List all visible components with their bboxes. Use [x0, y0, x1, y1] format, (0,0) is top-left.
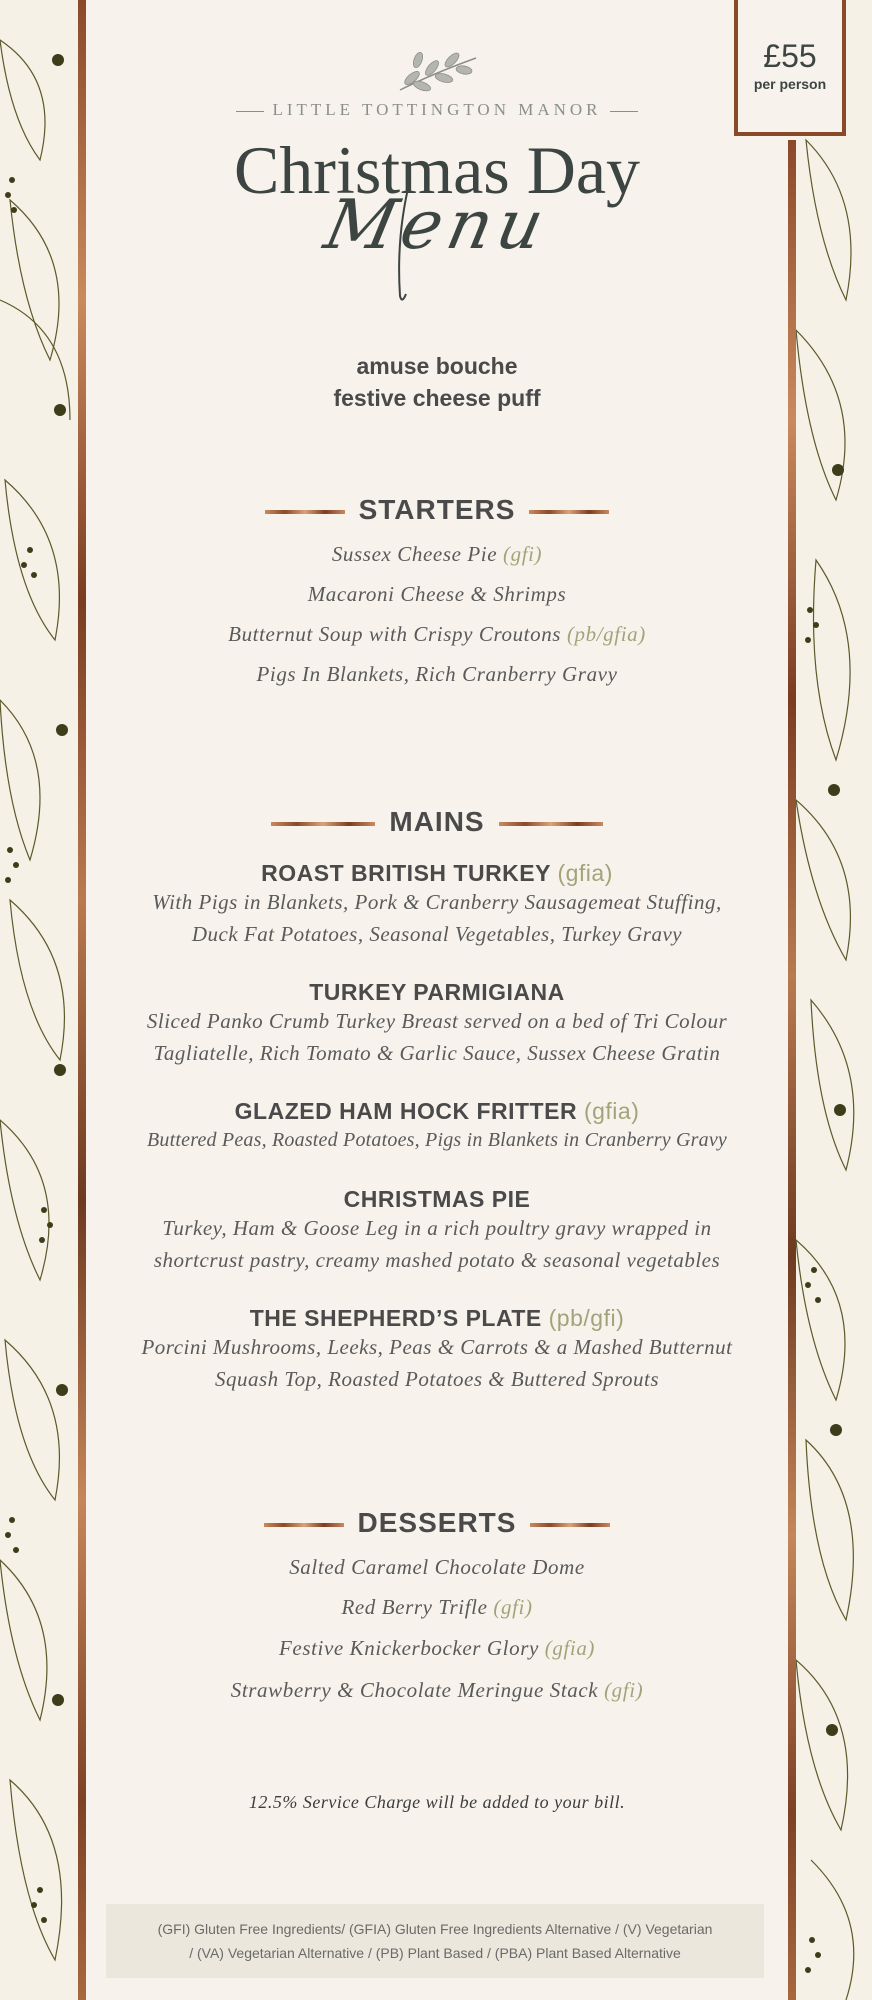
main-dish-desc: Turkey, Ham & Goose Leg in a rich poultry gravy wrapped in	[162, 1216, 712, 1240]
mains-heading: MAINS	[389, 806, 485, 837]
copper-border-left	[78, 0, 86, 2000]
service-charge-note: 12.5% Service Charge will be added to your bill.	[248, 1792, 626, 1812]
dietary-tag: (gfi)	[604, 1678, 644, 1702]
desserts-heading-row	[86, 1507, 788, 1539]
poinsettia-pattern-right	[796, 0, 872, 2000]
copper-rule	[265, 510, 345, 514]
dietary-tag: (gfia)	[544, 1636, 596, 1660]
script-flourish	[386, 176, 426, 306]
venue-name-row	[86, 100, 788, 120]
main-dish-desc: Porcini Mushrooms, Leeks, Peas & Carrots & a Mashed Butternut	[141, 1335, 733, 1359]
copper-rule	[264, 1523, 344, 1527]
dietary-tag: (gfi)	[503, 542, 543, 566]
dessert-item: Salted Caramel Chocolate Dome	[289, 1555, 585, 1579]
copper-border-right	[788, 140, 796, 2000]
venue-name: LITTLE TOTTINGTON MANOR	[272, 100, 602, 119]
copper-rule	[271, 822, 375, 826]
dessert-item: Festive Knickerbocker Glory (gfia)	[278, 1636, 596, 1660]
dietary-tag: (pb/gfi)	[548, 1305, 625, 1331]
main-dish-desc: Sliced Panko Crumb Turkey Breast served on a bed of Tri Colour	[146, 1009, 728, 1033]
starters-heading: STARTERS	[358, 494, 516, 525]
divider	[610, 111, 638, 112]
starter-item: Butternut Soup with Crispy Croutons (pb/gfia)	[228, 622, 646, 646]
starter-item: Macaroni Cheese & Shrimps	[307, 582, 567, 606]
starters-heading-row	[86, 494, 788, 526]
main-dish-desc: Duck Fat Potatoes, Seasonal Vegetables, Turkey Gravy	[191, 922, 683, 946]
olive-sprig-icon	[392, 46, 480, 98]
main-dish-desc: shortcrust pastry, creamy mashed potato & seasonal vegetables	[153, 1248, 721, 1272]
main-dish-name: ROAST BRITISH TURKEY (gfia)	[261, 860, 613, 886]
page-subtitle: Menu	[317, 186, 557, 265]
main-dish-name: CHRISTMAS PIE	[343, 1186, 531, 1212]
starter-item: Sussex Cheese Pie (gfi)	[331, 542, 543, 566]
page-title: Christmas Day	[233, 132, 641, 208]
copper-rule	[530, 1523, 610, 1527]
main-dish-name: TURKEY PARMIGIANA	[309, 979, 565, 1005]
price-label: per person	[753, 76, 827, 92]
amuse-heading: amuse bouche	[356, 353, 518, 379]
main-dish-desc: Buttered Peas, Roasted Potatoes, Pigs in Blankets in Cranberry Gravy	[147, 1129, 727, 1151]
dietary-tag: (gfia)	[557, 860, 613, 886]
amuse-dish: festive cheese puff	[333, 385, 541, 411]
dietary-tag: (pb/gfia)	[566, 622, 646, 646]
main-dish-name: GLAZED HAM HOCK FRITTER (gfia)	[234, 1098, 640, 1124]
divider	[236, 111, 264, 112]
dietary-key	[106, 1904, 764, 1978]
dessert-item: Strawberry & Chocolate Meringue Stack (gfi)	[230, 1678, 644, 1702]
dietary-tag: (gfi)	[493, 1595, 533, 1619]
dietary-key-line: (GFI) Gluten Free Ingredients/ (GFIA) Gluten Free Ingredients Alternative / (V) Vegetarian	[157, 1921, 713, 1937]
main-dish-desc: Squash Top, Roasted Potatoes & Buttered Sprouts	[214, 1367, 660, 1391]
main-dish-desc: With Pigs in Blankets, Pork & Cranberry Sausagemeat Stuffing,	[152, 890, 722, 914]
main-dish-name: THE SHEPHERD’S PLATE (pb/gfi)	[249, 1305, 625, 1331]
price-amount: £55	[763, 38, 817, 74]
desserts-heading: DESSERTS	[357, 1507, 517, 1538]
main-dish-desc: Tagliatelle, Rich Tomato & Garlic Sauce, Sussex Cheese Gratin	[153, 1041, 721, 1065]
dietary-tag: (gfia)	[583, 1098, 640, 1124]
copper-rule	[499, 822, 603, 826]
right-floral-border	[796, 0, 872, 2000]
poinsettia-pattern-left	[0, 0, 80, 2000]
copper-rule	[529, 510, 609, 514]
starter-item: Pigs In Blankets, Rich Cranberry Gravy	[256, 662, 618, 686]
dessert-item: Red Berry Trifle (gfi)	[341, 1595, 533, 1619]
mains-heading-row	[86, 806, 788, 838]
dietary-key-line: / (VA) Vegetarian Alternative / (PB) Plant Based / (PBA) Plant Based Alternative	[189, 1945, 681, 1961]
left-floral-border	[0, 0, 80, 2000]
